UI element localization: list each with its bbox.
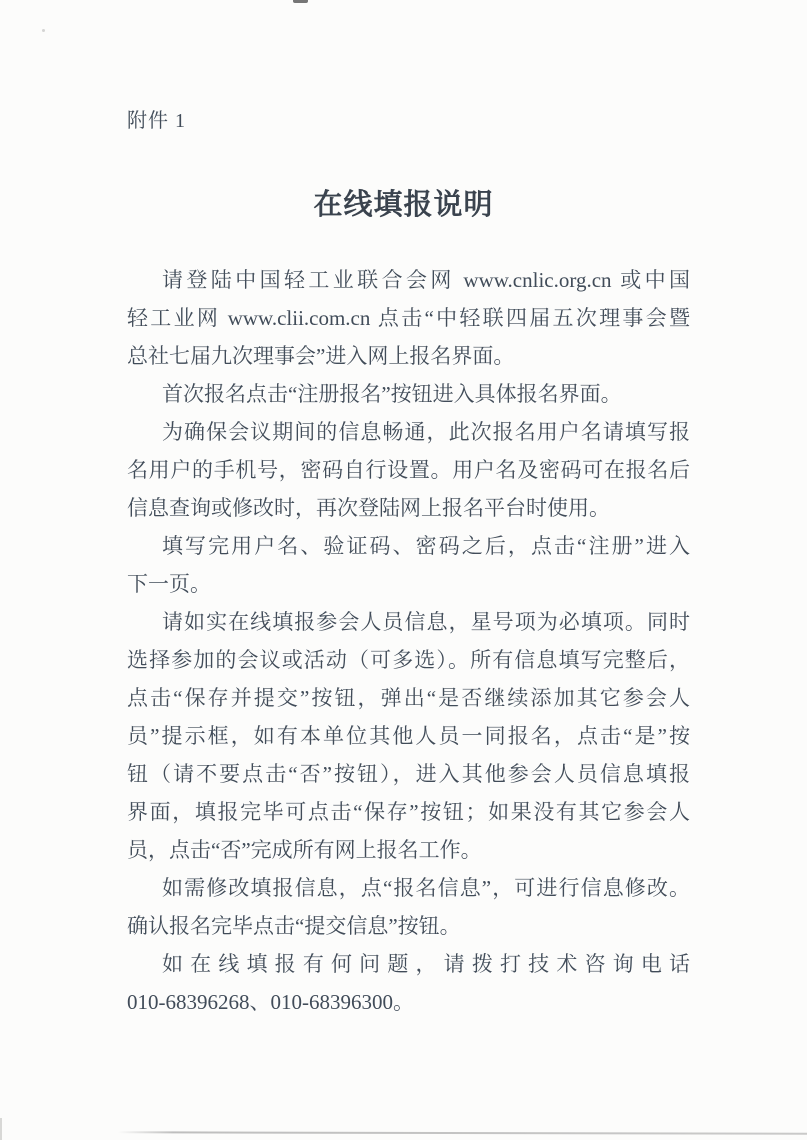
document-title: 在线填报说明 (313, 189, 494, 221)
text-line: 如在线填报有何问题，请拨打技术咨询电话 (162, 952, 690, 976)
text-line: 名用户的手机号，密码自行设置。用户名及密码可在报名后 (127, 458, 690, 482)
text-line: 确认报名完毕点击“提交信息”按钮。 (127, 914, 461, 938)
scan-artifact-bottom-edge (118, 1131, 807, 1134)
text-line: 010-68396268、010-68396300。 (127, 990, 414, 1014)
text-line: 请登陆中国轻工业联合会网 www.cnlic.org.cn 或中国 (162, 268, 690, 292)
text-line: 首次报名点击“注册报名”按钮进入具体报名界面。 (162, 382, 622, 406)
attachment-label: 附件 1 (127, 110, 186, 132)
text-line: 请如实在线填报参会人员信息，星号项为必填项。同时 (162, 610, 690, 634)
scan-artifact-top-mark (293, 0, 308, 3)
text-line: 界面，填报完毕可点击“保存”按钮；如果没有其它参会人 (127, 800, 690, 824)
document-body (127, 261, 690, 1021)
text-line: 钮（请不要点击“否”按钮），进入其他参会人员信息填报 (127, 762, 690, 786)
scan-artifact-dot (42, 29, 45, 32)
text-line: 员”提示框，如有本单位其他人员一同报名，点击“是”按 (127, 724, 690, 748)
text-line: 点击“保存并提交”按钮，弹出“是否继续添加其它参会人 (127, 686, 690, 710)
text-line: 信息查询或修改时，再次登陆网上报名平台时使用。 (127, 496, 610, 520)
text-line: 选择参加的会议或活动（可多选）。所有信息填写完整后， (127, 648, 690, 672)
text-line: 为确保会议期间的信息畅通，此次报名用户名请填写报 (162, 420, 690, 444)
text-line: 下一页。 (127, 572, 211, 596)
text-line: 填写完用户名、验证码、密码之后，点击“注册”进入 (162, 534, 690, 558)
text-line: 员，点击“否”完成所有网上报名工作。 (127, 838, 482, 862)
text-line: 如需修改填报信息，点“报名信息”，可进行信息修改。 (162, 876, 690, 900)
text-line: 总社七届九次理事会”进入网上报名界面。 (127, 344, 515, 368)
text-line: 轻工业网 www.clii.com.cn 点击“中轻联四届五次理事会暨 (127, 306, 690, 330)
scan-artifact-left-edge (0, 1118, 2, 1140)
